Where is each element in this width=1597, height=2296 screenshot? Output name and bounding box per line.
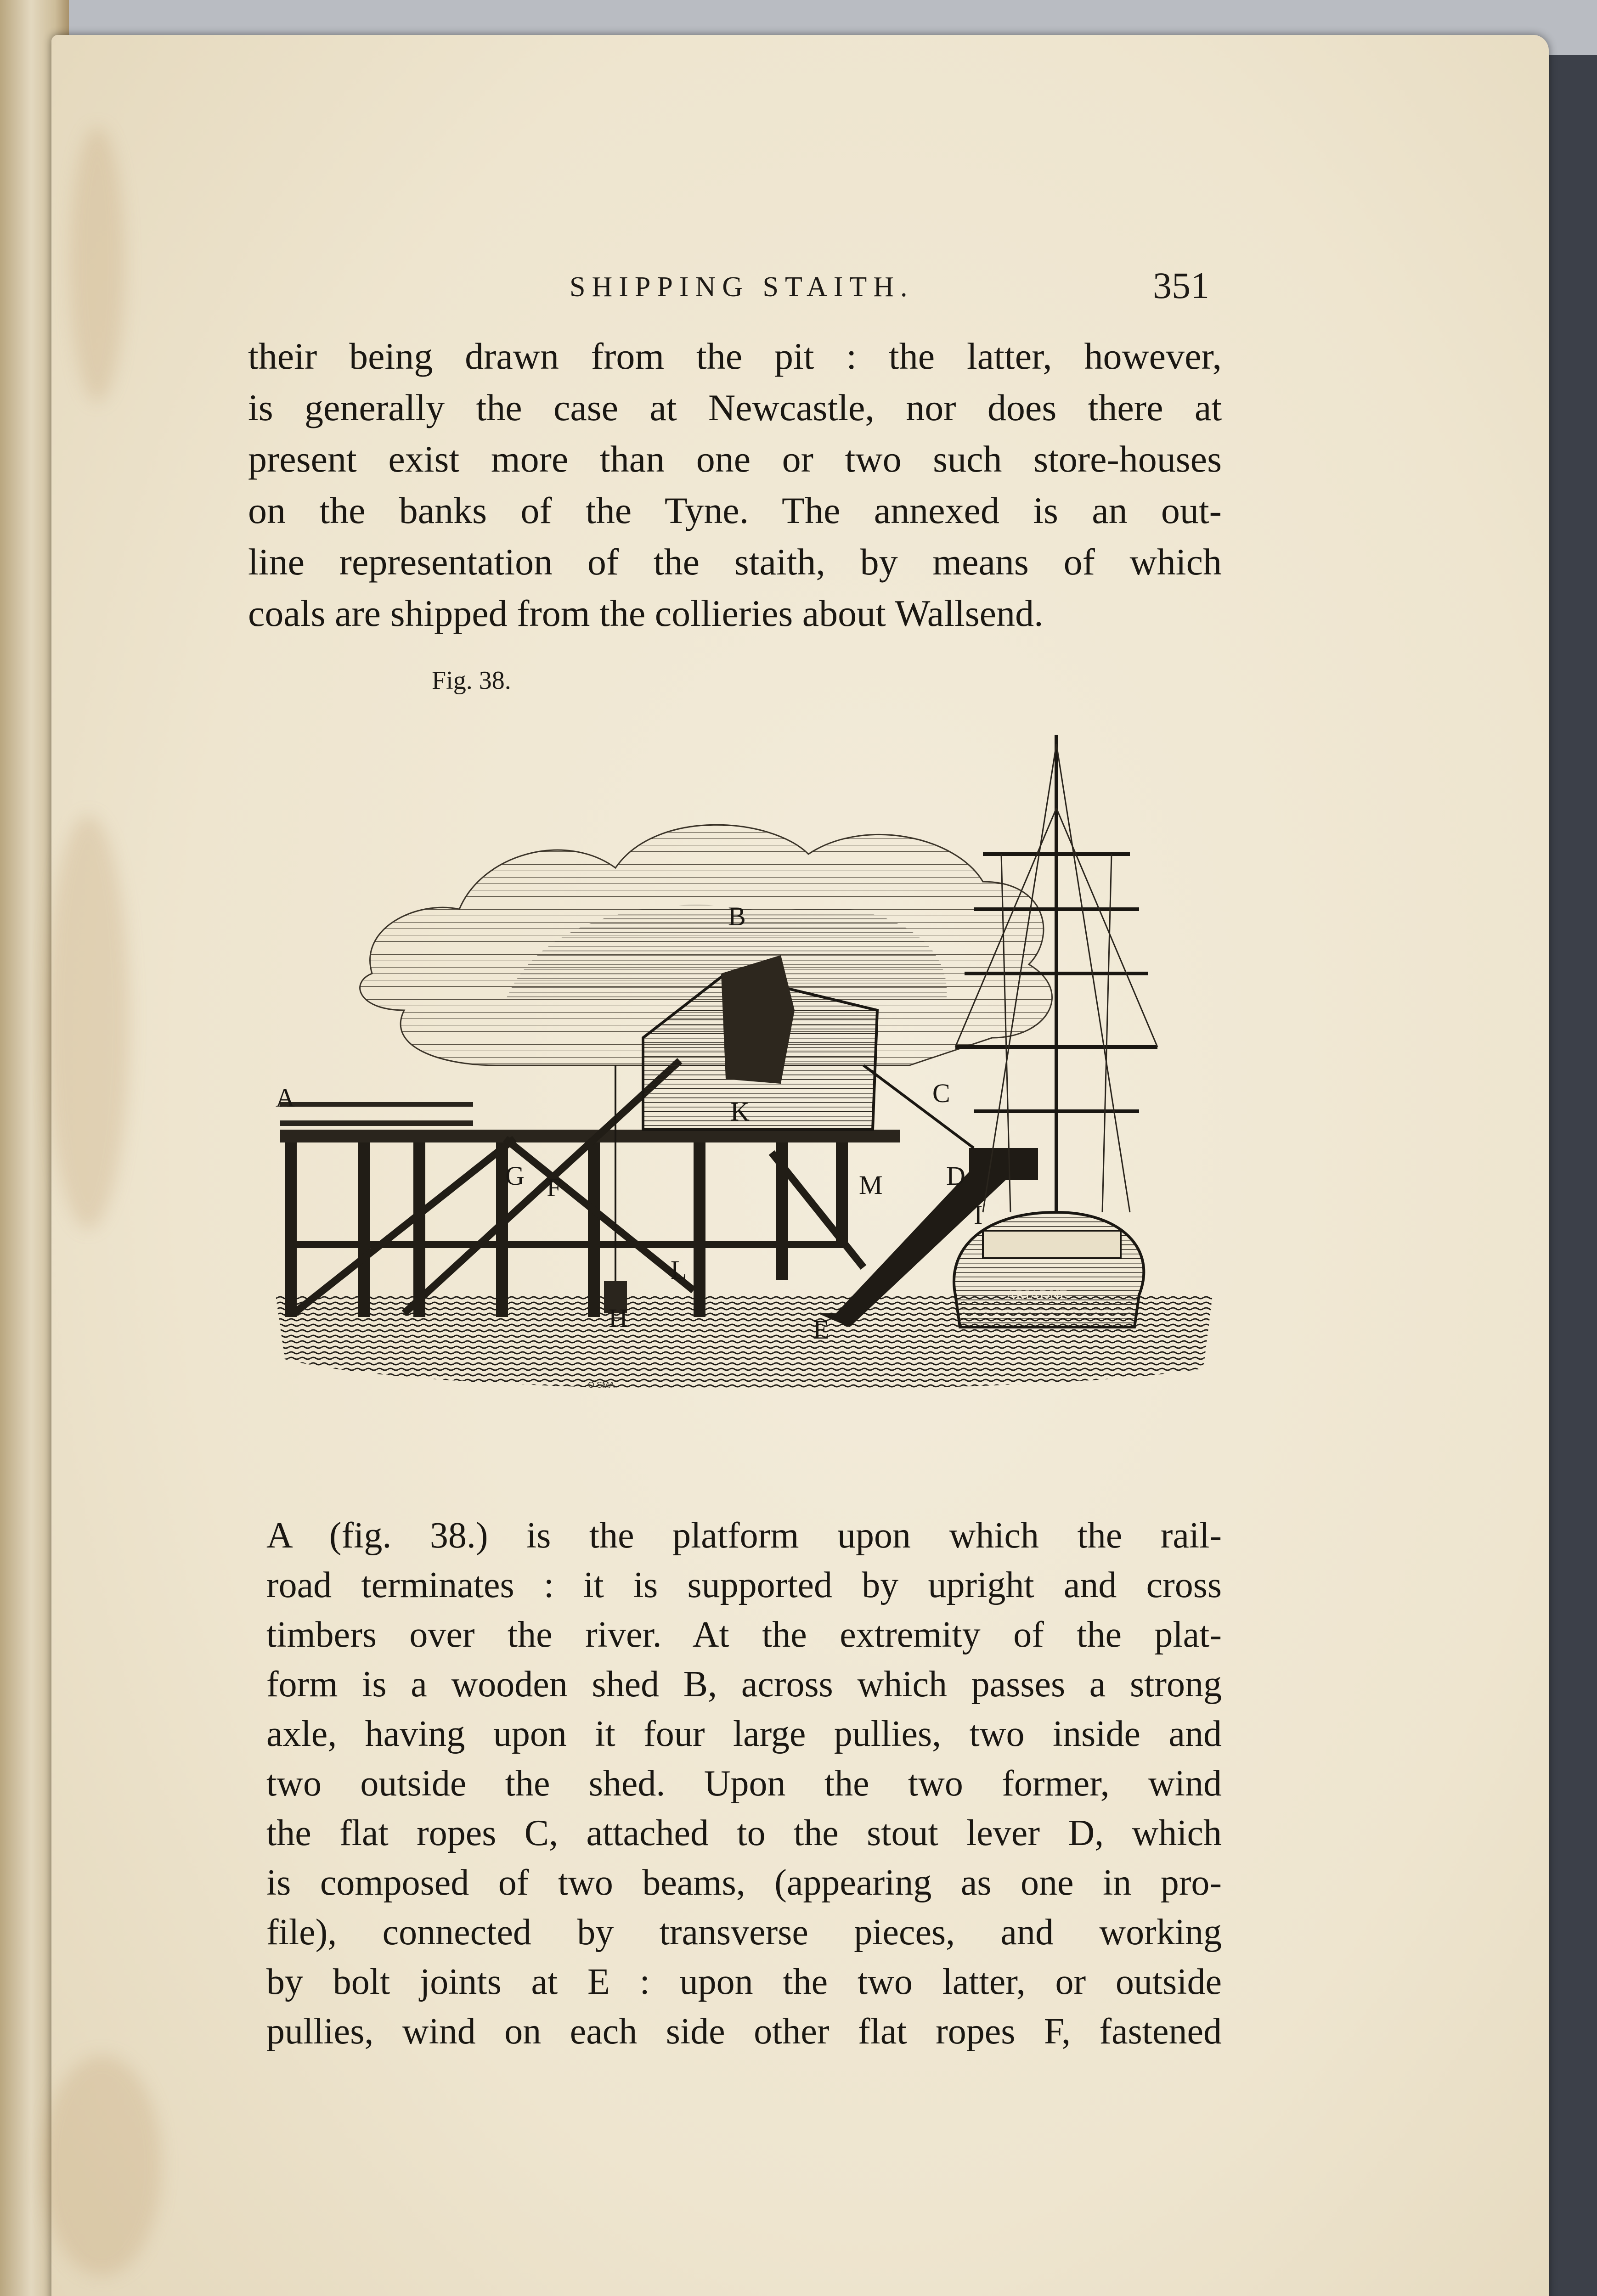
text-line: timbers over the river. At the extremity of the plat-	[266, 1615, 1222, 1655]
page-number: 351	[1153, 264, 1209, 306]
top-paragraph	[248, 331, 1222, 639]
figure-label-g: G	[505, 1161, 525, 1191]
figure-label-b: B	[728, 901, 746, 931]
text-line: A (fig. 38.) is the platform upon which the rail-	[266, 1515, 1222, 1556]
text-line: road terminates : it is supported by upright and cross	[266, 1565, 1222, 1605]
foxing-stain	[42, 2055, 162, 2276]
figure-label-f: F	[547, 1172, 562, 1202]
bottom-paragraph	[266, 1511, 1222, 2056]
figure-label-e: E	[813, 1315, 830, 1345]
figure-label-k: K	[730, 1097, 750, 1126]
text-line: file), connected by transverse pieces, and working	[266, 1912, 1222, 1953]
text-line: axle, having upon it four large pullies, two inside and	[266, 1714, 1222, 1754]
text-line: their being drawn from the pit : the latter, however,	[248, 335, 1222, 377]
figure-label-l: L	[671, 1255, 687, 1285]
text-line: form is a wooden shed B, across which passes a strong	[266, 1664, 1222, 1705]
text-line: two outside the shed. Upon the two former, wind	[266, 1763, 1222, 1804]
platform-rail	[280, 1120, 473, 1126]
ship-name: ARIADNE	[1006, 1288, 1068, 1303]
staith-engraving	[266, 716, 1213, 1488]
text-line: is composed of two beams, (appearing as one in pro-	[266, 1863, 1222, 1903]
figure-label-h: H	[609, 1303, 628, 1333]
ship-mast	[955, 735, 1157, 1212]
figure-label-c: C	[932, 1078, 950, 1108]
text-line: by bolt joints at E : upon the two latter, or outside	[266, 1962, 1222, 2002]
text-line: present exist more than one or two such store-houses	[248, 438, 1222, 480]
figure-caption: Fig. 38.	[432, 666, 511, 695]
lever-head	[969, 1148, 1038, 1180]
foxing-stain	[47, 816, 130, 1229]
running-head: SHIPPING STAITH.	[570, 271, 914, 303]
foxing-stain	[70, 127, 125, 402]
text-line: the flat ropes C, attached to the stout lever D, which	[266, 1813, 1222, 1853]
figure-label-m: M	[859, 1170, 883, 1200]
text-line: line representation of the staith, by means of which	[248, 541, 1222, 583]
figure-label-i: I	[974, 1200, 983, 1230]
text-line: on the banks of the Tyne. The annexed is an out-	[248, 490, 1222, 531]
text-line: is generally the case at Newcastle, nor does there at	[248, 387, 1222, 428]
engraver-signature: O SMA	[588, 1380, 615, 1390]
text-line: pullies, wind on each side other flat ropes F, fastened	[266, 2011, 1222, 2052]
text-line: coals are shipped from the collieries about Wallsend.	[248, 592, 1044, 634]
shed-roof-block	[721, 955, 795, 1084]
figure-label-a: A	[276, 1083, 295, 1113]
figure-label-d: D	[946, 1161, 965, 1191]
